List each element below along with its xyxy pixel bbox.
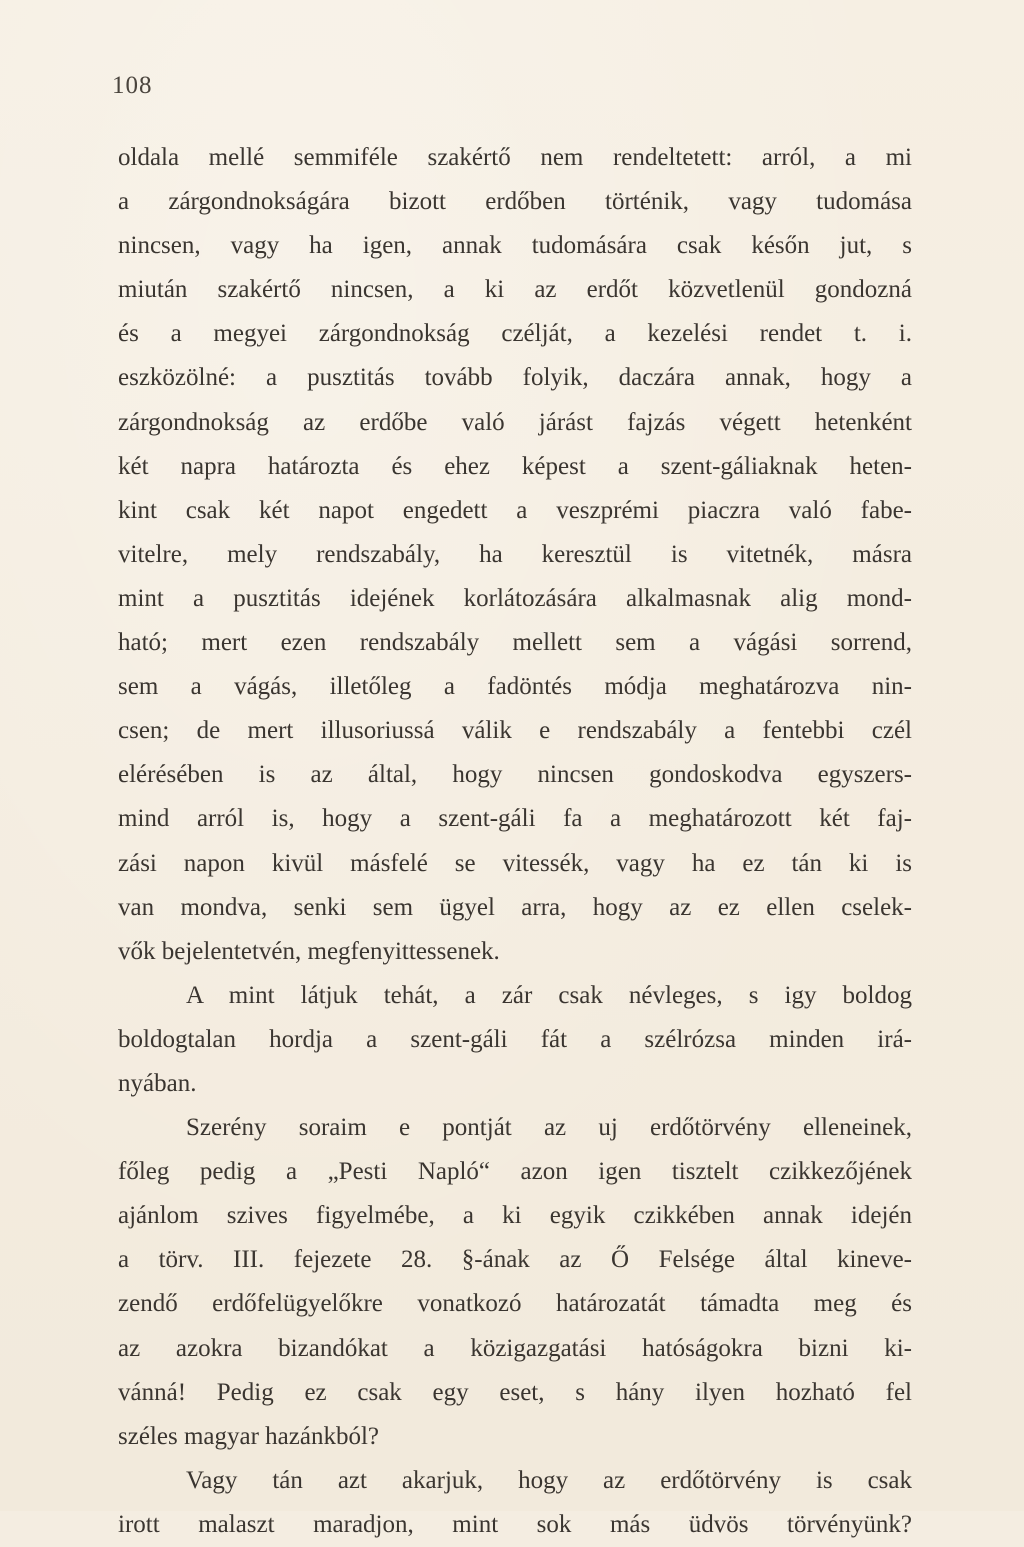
- text-line: A mint látjuk tehát, a zár csak névleges, s igy boldog: [186, 981, 912, 1009]
- text-line: ajánlom szives figyelmébe, a ki egyik czikkében annak idején: [118, 1202, 912, 1230]
- text-line: főleg pedig a „Pesti Napló“ azon igen tisztelt czikkezőjének: [118, 1158, 912, 1186]
- text-line: zendő erdőfelügyelőkre vonatkozó határozatát támadta meg és: [118, 1290, 912, 1318]
- text-line: zárgondnokság az erdőbe való járást fajzás végett hetenként: [118, 408, 912, 436]
- text-line: két napra határozta és ehez képest a szent-gáliaknak heten-: [118, 452, 912, 480]
- text-line: miután szakértő nincsen, a ki az erdőt közvetlenül gondozná: [118, 276, 912, 304]
- text-line: irott malaszt maradjon, mint sok más üdvös törvényünk?: [118, 1510, 912, 1538]
- text-line: van mondva, senki sem ügyel arra, hogy az ez ellen cselek-: [118, 893, 912, 921]
- text-line: zási napon kivül másfelé se vitessék, vagy ha ez tán ki is: [118, 849, 912, 877]
- text-line: az azokra bizandókat a közigazgatási hatóságokra bizni ki-: [118, 1334, 912, 1362]
- text-line: nincsen, vagy ha igen, annak tudomására csak későn jut, s: [118, 232, 912, 260]
- text-line: boldogtalan hordja a szent-gáli fát a szélrózsa minden irá-: [118, 1025, 912, 1053]
- text-line: a törv. III. fejezete 28. §-ának az Ő Felsége által kineve-: [118, 1246, 912, 1274]
- text-line: vánná! Pedig ez csak egy eset, s hány ilyen hozható fel: [118, 1378, 912, 1406]
- text-line: ható; mert ezen rendszabály mellett sem a vágási sorrend,: [118, 629, 912, 657]
- text-line: csen; de mert illusoriussá válik e rendszabály a fentebbi czél: [118, 717, 912, 745]
- page-number: 108: [112, 72, 153, 99]
- text-line: és a megyei zárgondnokság czélját, a kezelési rendet t. i.: [118, 320, 912, 348]
- text-line: mint a pusztitás idejének korlátozására alkalmasnak alig mond-: [118, 584, 912, 612]
- text-line: sem a vágás, illetőleg a fadöntés módja meghatározva nin-: [118, 673, 912, 701]
- text-line: a zárgondnokságára bizott erdőben történik, vagy tudomása: [118, 188, 912, 216]
- text-line: elérésében is az által, hogy nincsen gondoskodva egyszers-: [118, 761, 912, 789]
- text-line: mind arról is, hogy a szent-gáli fa a meghatározott két faj-: [118, 805, 912, 833]
- text-line: vők bejelentetvén, megfenyittessenek.: [118, 937, 500, 965]
- text-line: nyában.: [118, 1069, 197, 1097]
- text-line: eszközölné: a pusztitás tovább folyik, daczára annak, hogy a: [118, 364, 912, 392]
- text-line: Szerény soraim e pontját az uj erdőtörvény elleneinek,: [186, 1114, 912, 1142]
- text-line: vitelre, mely rendszabály, ha keresztül is vitetnék, másra: [118, 540, 912, 568]
- text-line: kint csak két napot engedett a veszprémi piaczra való fabe-: [118, 496, 912, 524]
- text-line: széles magyar hazánkból?: [118, 1422, 379, 1450]
- body-text: [118, 136, 912, 1547]
- text-line: oldala mellé semmiféle szakértő nem rendeltetett: arról, a mi: [118, 144, 912, 171]
- text-line: Vagy tán azt akarjuk, hogy az erdőtörvény is csak: [186, 1466, 912, 1494]
